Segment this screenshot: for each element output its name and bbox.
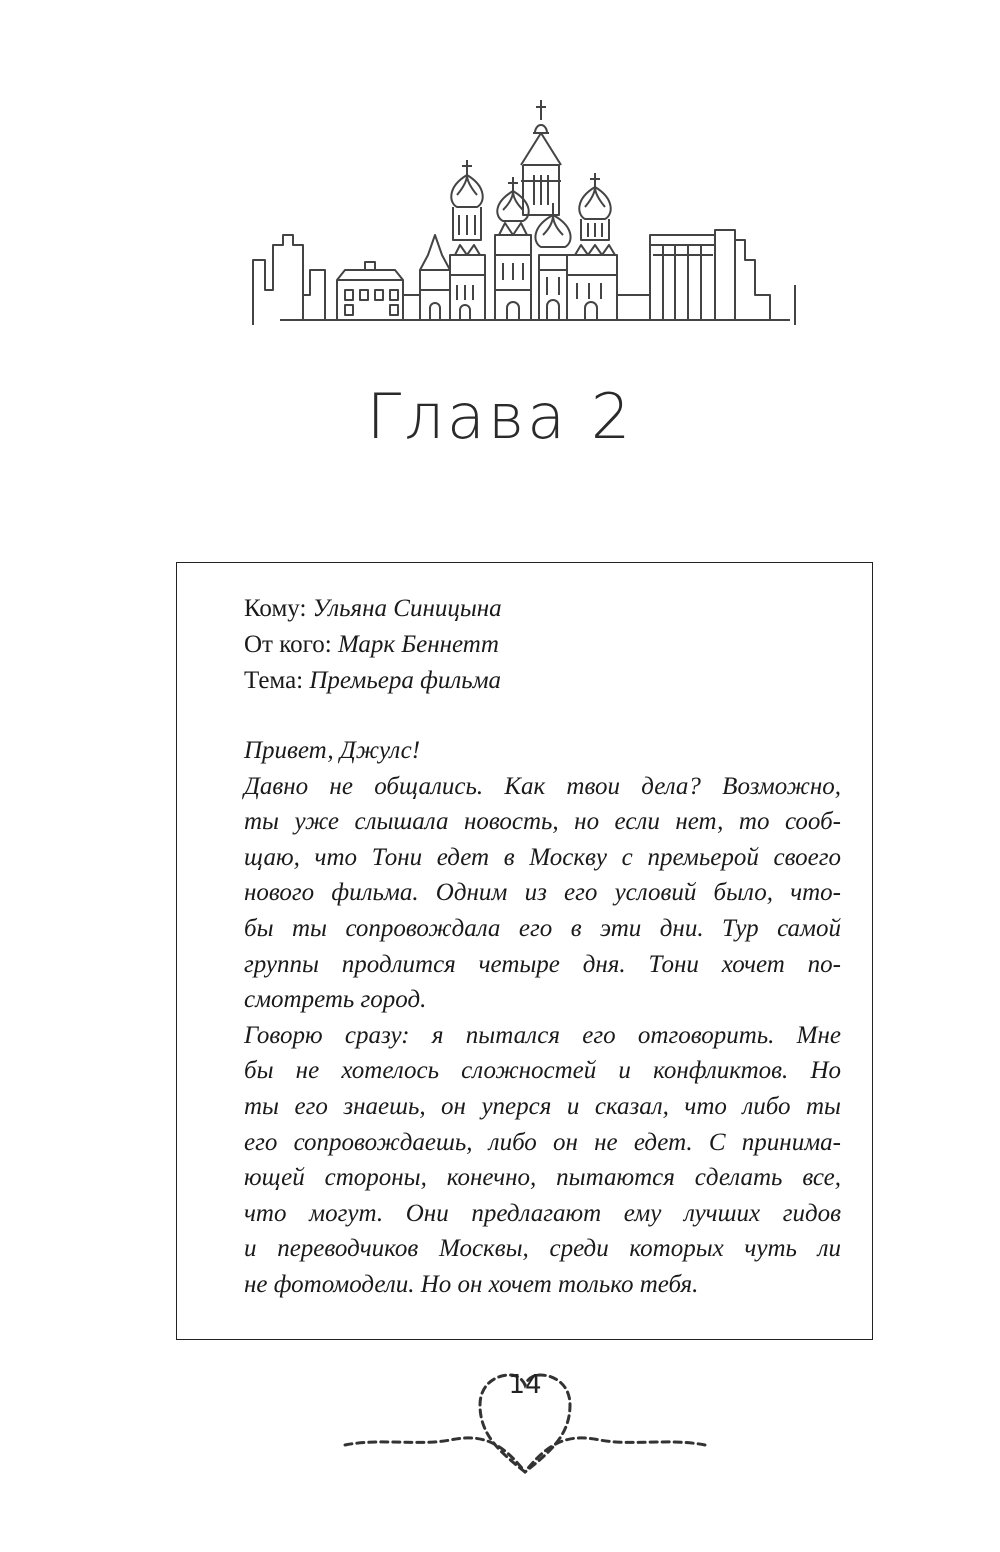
email-subject-label: Тема:: [244, 667, 304, 694]
email-paragraph-1: [244, 769, 841, 1018]
text-line: группы продлится четыре дня. Тони хочет по-: [244, 950, 841, 978]
email-from-value: Марк Беннетт: [337, 631, 499, 658]
email-letter-box: [176, 562, 873, 1340]
email-greeting: Привет, Джулс!: [244, 737, 421, 764]
text-line: нового фильма. Одним из его условий было, что-: [244, 879, 841, 907]
text-line: бы ты сопровождала его в эти дни. Тур самой: [244, 914, 841, 942]
text-line: Давно не общались. Как твои дела? Возможно,: [244, 772, 841, 800]
text-line: что могут. Они предлагают ему лучших гидов: [244, 1199, 841, 1227]
page-number: 14: [508, 1370, 542, 1400]
text-line: ты уже слышала новость, но если нет, то сооб-: [244, 808, 841, 836]
moscow-skyline-illustration: [245, 95, 805, 335]
email-subject-line: [244, 663, 502, 699]
text-line: ты его знаешь, он уперся и сказал, что либо ты: [244, 1092, 841, 1120]
text-line: Говорю сразу: я пытался его отговорить. Мне: [244, 1021, 841, 1049]
text-line: бы не хотелось сложностей и конфликтов. Но: [244, 1057, 841, 1085]
email-to-value: Ульяна Синицына: [312, 595, 502, 622]
text-line: его сопровождаешь, либо он не едет. С принима-: [244, 1128, 841, 1156]
email-from-label: От кого:: [244, 631, 332, 658]
text-line: щаю, что Тони едет в Москву с премьерой своего: [244, 843, 841, 871]
email-to-line: [244, 591, 502, 627]
email-to-label: Кому:: [244, 595, 307, 622]
chapter-title: Глава 2: [366, 380, 634, 453]
email-from-line: [244, 627, 502, 663]
text-line: ющей стороны, конечно, пытаются сделать все,: [244, 1164, 841, 1192]
text-line: не фотомодели. Но он хочет только тебя.: [244, 1270, 699, 1298]
text-line: и переводчиков Москвы, среди которых чуть ли: [244, 1235, 841, 1263]
email-body: [244, 733, 841, 1303]
email-header: [244, 591, 502, 699]
text-line: смотреть город.: [244, 986, 427, 1014]
email-paragraph-2: [244, 1018, 841, 1303]
email-subject-value: Премьера фильма: [309, 667, 502, 694]
